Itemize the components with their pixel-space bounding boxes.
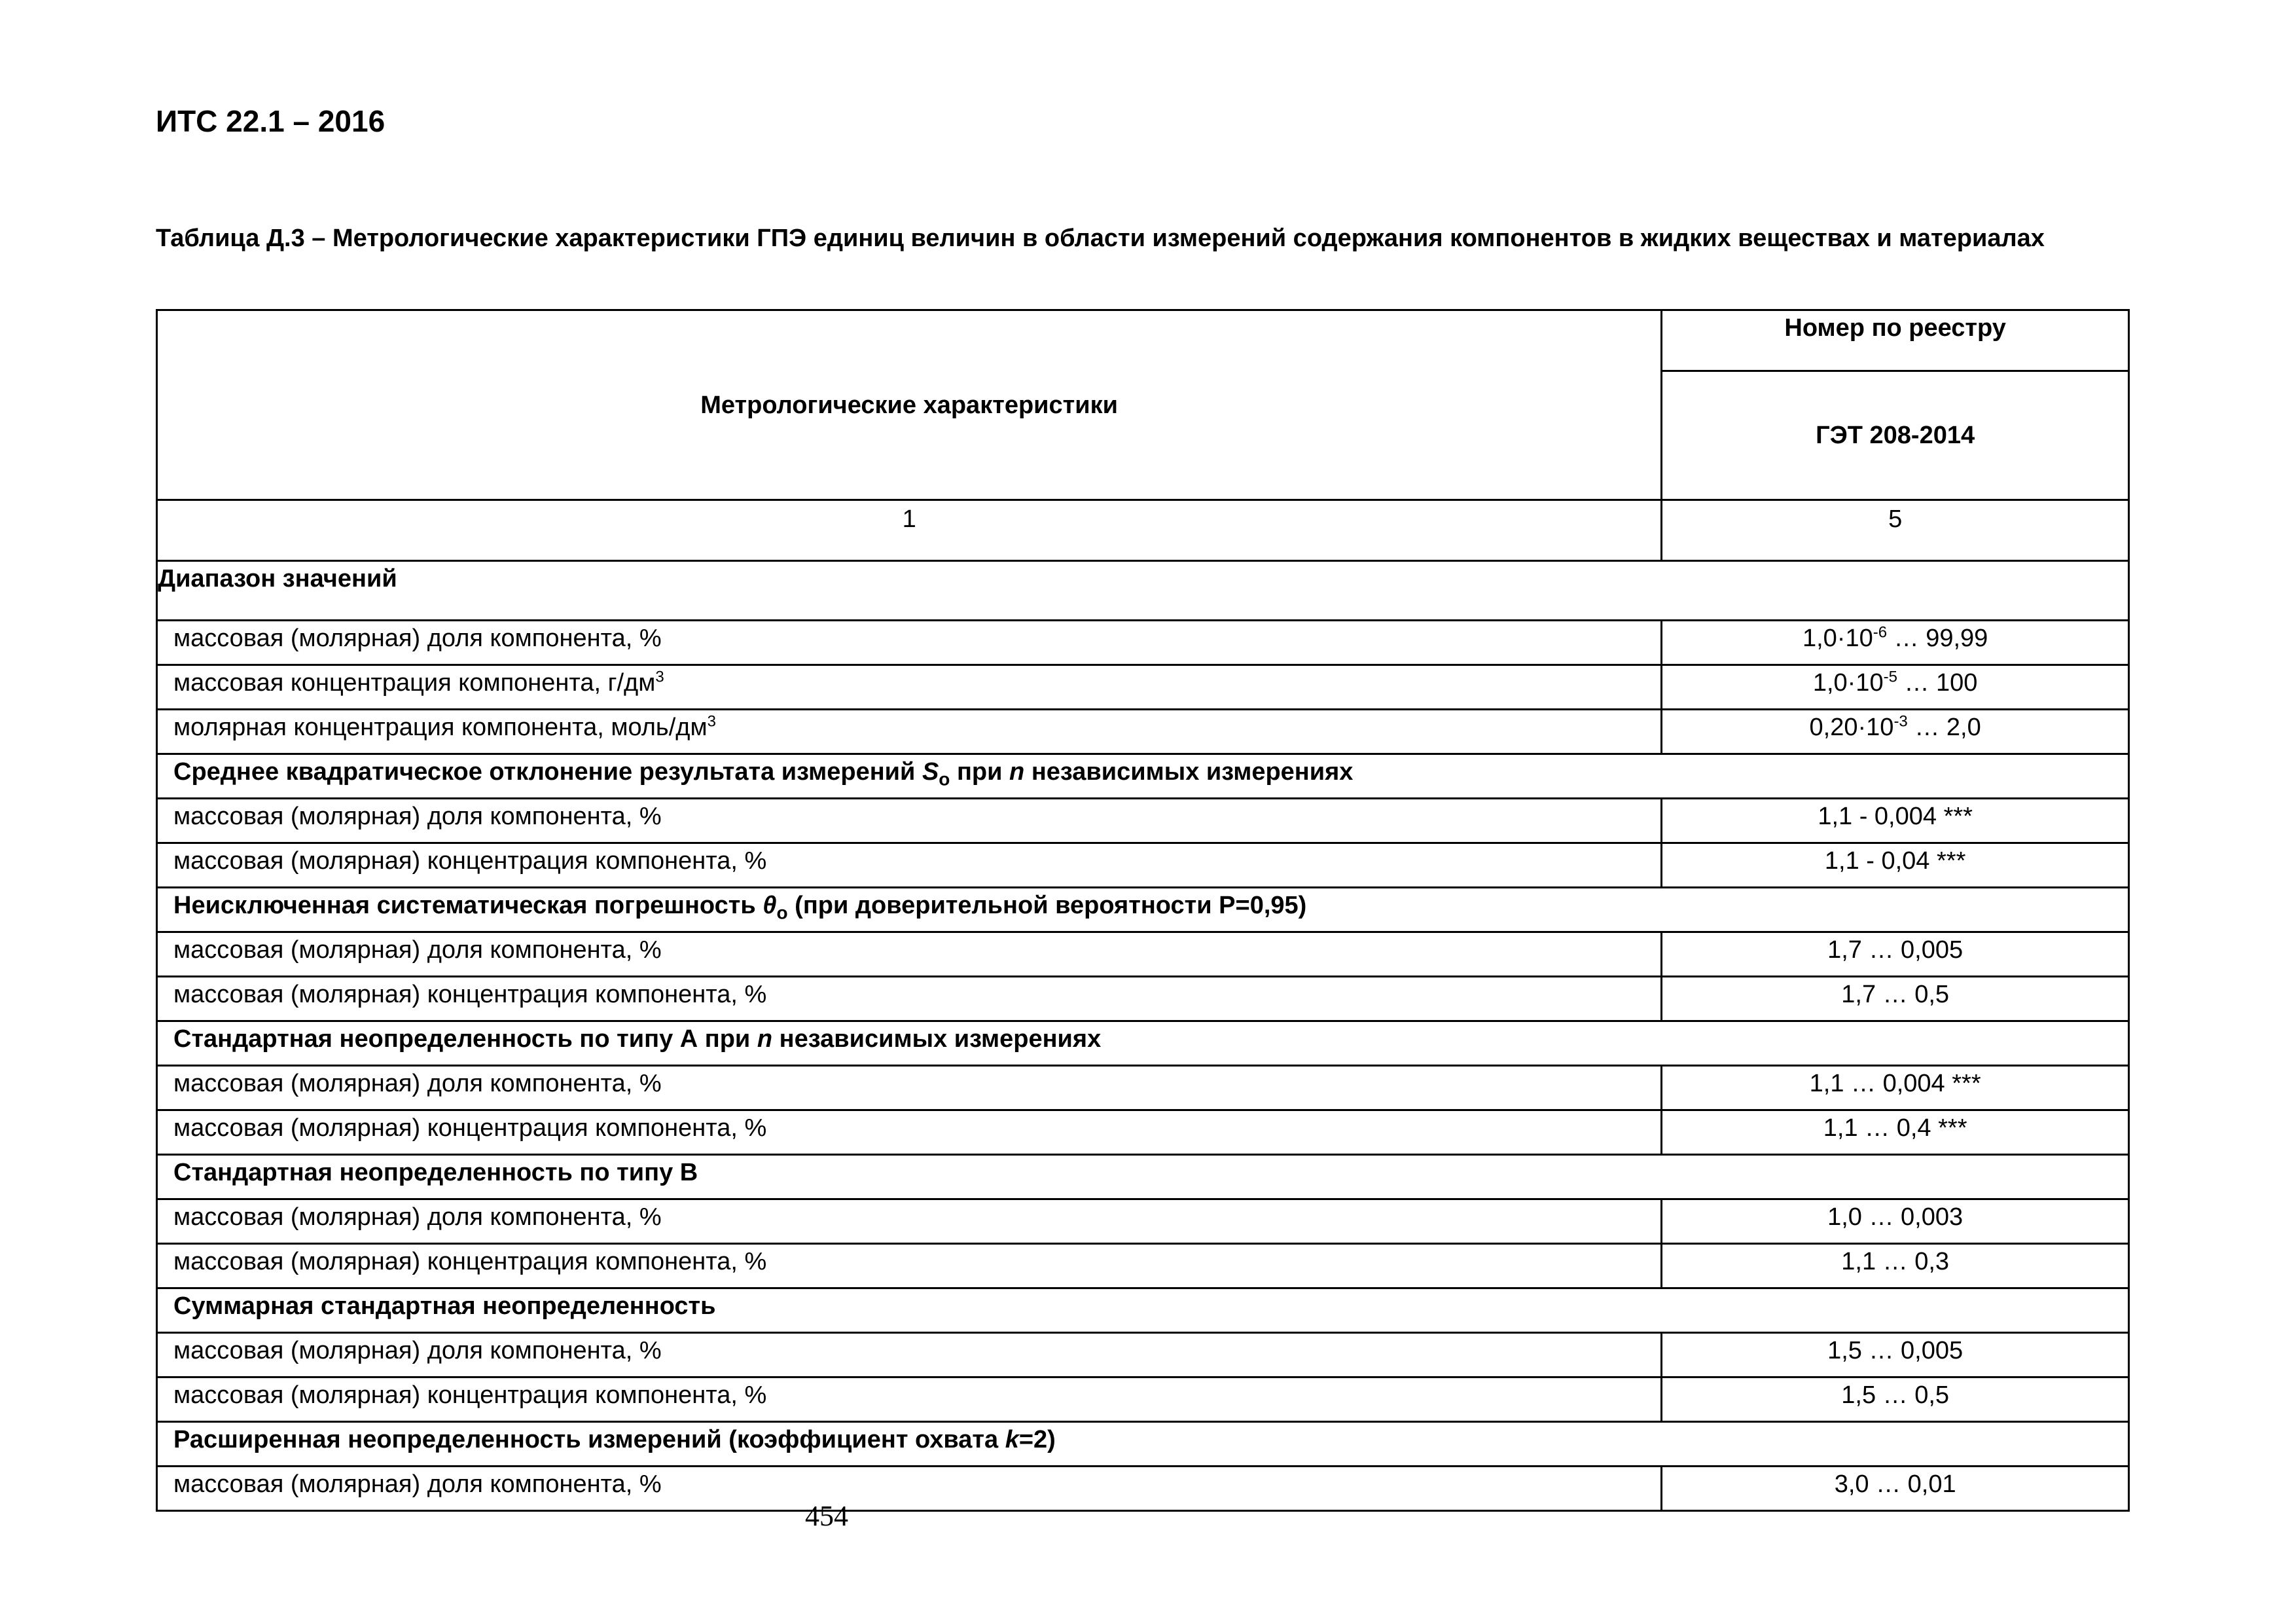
param-value: 3,0 … 0,01 bbox=[1662, 1467, 2129, 1511]
param-label bbox=[157, 665, 1662, 710]
value-text: … 2,0 bbox=[1907, 714, 1981, 741]
section-text: =2) bbox=[1018, 1426, 1056, 1453]
section-text: Стандартная неопределенность по типу А при bbox=[173, 1025, 757, 1053]
param-value: 1,1 … 0,004 *** bbox=[1662, 1066, 2129, 1110]
param-label: массовая (молярная) концентрация компонента, % bbox=[157, 1377, 1662, 1422]
column-number: 5 bbox=[1662, 500, 2129, 561]
symbol-n: n bbox=[1009, 758, 1025, 786]
column-number: 1 bbox=[157, 500, 1662, 561]
table-row bbox=[157, 977, 2129, 1021]
param-sup: 3 bbox=[655, 668, 664, 686]
section-row bbox=[157, 1288, 2129, 1333]
section-text: Неисключенная систематическая погрешность bbox=[173, 892, 763, 919]
value-text: … 99,99 bbox=[1887, 625, 1988, 652]
section-text: Расширенная неопределенность измерений (коэффициент охвата bbox=[173, 1426, 1005, 1453]
table-row bbox=[157, 799, 2129, 843]
param-value bbox=[1662, 621, 2129, 665]
symbol-n: n bbox=[757, 1025, 773, 1053]
section-row bbox=[157, 1021, 2129, 1066]
section-row bbox=[157, 888, 2129, 932]
section-combined: Суммарная стандартная неопределенность bbox=[157, 1288, 2129, 1333]
param-label: массовая (молярная) доля компонента, % bbox=[157, 932, 1662, 977]
page-number: 454 bbox=[805, 1500, 848, 1532]
value-text: 0,20·10 bbox=[1809, 714, 1894, 741]
param-value bbox=[1662, 710, 2129, 754]
section-row bbox=[157, 1422, 2129, 1467]
section-row bbox=[157, 754, 2129, 799]
section-row bbox=[157, 561, 2129, 621]
header-registry: Номер по реестру bbox=[1662, 310, 2129, 371]
section-range: Диапазон значений bbox=[157, 561, 2129, 621]
param-text: массовая концентрация компонента, г/дм bbox=[173, 669, 656, 697]
table-row bbox=[157, 1377, 2129, 1422]
param-value: 1,1 … 0,3 bbox=[1662, 1244, 2129, 1288]
section-text: независимых измерениях bbox=[1024, 758, 1354, 786]
param-value: 1,1 - 0,04 *** bbox=[1662, 843, 2129, 888]
param-label: массовая (молярная) концентрация компонента, % bbox=[157, 1110, 1662, 1155]
metrology-table bbox=[156, 309, 2130, 1512]
section-type-b: Стандартная неопределенность по типу В bbox=[157, 1155, 2129, 1199]
section-text: при bbox=[950, 758, 1010, 786]
table-row bbox=[157, 1110, 2129, 1155]
param-label: массовая (молярная) концентрация компонента, % bbox=[157, 843, 1662, 888]
value-text: … 100 bbox=[1897, 669, 1978, 697]
param-label: массовая (молярная) доля компонента, % bbox=[157, 1333, 1662, 1377]
param-label: массовая (молярная) концентрация компонента, % bbox=[157, 1244, 1662, 1288]
table-row bbox=[157, 1333, 2129, 1377]
column-number-row bbox=[157, 500, 2129, 561]
section-text: Среднее квадратическое отклонение результата измерений bbox=[173, 758, 922, 786]
value-exponent: -3 bbox=[1893, 712, 1908, 731]
section-sko bbox=[157, 754, 2129, 799]
section-type-a bbox=[157, 1021, 2129, 1066]
symbol-s: S bbox=[922, 758, 939, 786]
header-standard: ГЭТ 208-2014 bbox=[1662, 371, 2129, 500]
value-text: 1,0·10 bbox=[1812, 669, 1884, 697]
table-row bbox=[157, 710, 2129, 754]
section-row bbox=[157, 1155, 2129, 1199]
param-value: 1,7 … 0,005 bbox=[1662, 932, 2129, 977]
param-text: массовая (молярная) доля компонента, % bbox=[173, 625, 662, 652]
param-value: 1,5 … 0,005 bbox=[1662, 1333, 2129, 1377]
header-characteristics: Метрологические характеристики bbox=[157, 310, 1662, 500]
table-row bbox=[157, 1199, 2129, 1244]
table-row bbox=[157, 1066, 2129, 1110]
table-row bbox=[157, 932, 2129, 977]
section-nsp bbox=[157, 888, 2129, 932]
value-text: 1,0·10 bbox=[1802, 625, 1873, 652]
symbol-sub: o bbox=[939, 769, 950, 790]
section-text: (при доверительной вероятности Р=0,95) bbox=[787, 892, 1307, 919]
header-row bbox=[157, 310, 2129, 371]
param-value: 1,1 - 0,004 *** bbox=[1662, 799, 2129, 843]
param-label: массовая (молярная) доля компонента, % bbox=[157, 1066, 1662, 1110]
param-label: массовая (молярная) доля компонента, % bbox=[157, 1199, 1662, 1244]
param-text: молярная концентрация компонента, моль/дм bbox=[173, 714, 708, 741]
section-text: независимых измерениях bbox=[772, 1025, 1102, 1053]
table-row bbox=[157, 843, 2129, 888]
value-exponent: -6 bbox=[1873, 623, 1888, 642]
param-value: 1,1 … 0,4 *** bbox=[1662, 1110, 2129, 1155]
symbol-sub: o bbox=[776, 902, 788, 923]
symbol-theta: θ bbox=[762, 892, 777, 919]
param-value: 1,0 … 0,003 bbox=[1662, 1199, 2129, 1244]
value-exponent: -5 bbox=[1883, 668, 1897, 686]
table-row bbox=[157, 621, 2129, 665]
table-row bbox=[157, 1244, 2129, 1288]
param-value: 1,7 … 0,5 bbox=[1662, 977, 2129, 1021]
param-label bbox=[157, 710, 1662, 754]
table-row bbox=[157, 665, 2129, 710]
param-value bbox=[1662, 665, 2129, 710]
section-expanded bbox=[157, 1422, 2129, 1467]
param-label: массовая (молярная) доля компонента, % bbox=[157, 799, 1662, 843]
param-value: 1,5 … 0,5 bbox=[1662, 1377, 2129, 1422]
table-row bbox=[157, 1467, 2129, 1511]
symbol-k: k bbox=[1005, 1426, 1019, 1453]
param-sup: 3 bbox=[707, 712, 716, 731]
param-label: массовая (молярная) концентрация компонента, % bbox=[157, 977, 1662, 1021]
document-code: ИТС 22.1 – 2016 bbox=[156, 104, 386, 138]
param-label bbox=[157, 621, 1662, 665]
table-caption: Таблица Д.3 – Метрологические характеристики ГПЭ единиц величин в области измерений содержания компонентов в жидких веществах и материалах bbox=[156, 225, 2045, 252]
param-label: массовая (молярная) доля компонента, % bbox=[157, 1467, 1662, 1511]
